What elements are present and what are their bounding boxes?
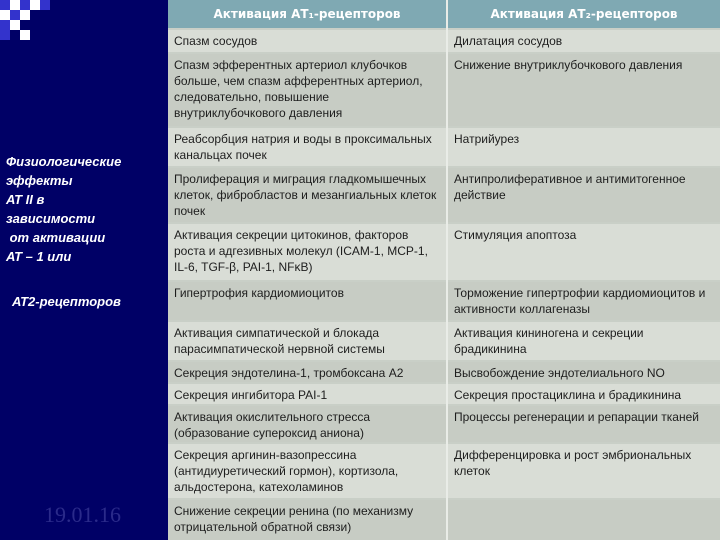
column-divider bbox=[446, 0, 448, 540]
cell-at2: Процессы регенерации и репарации тканей bbox=[448, 406, 720, 442]
receptor-table bbox=[168, 0, 720, 540]
cell-at2: Снижение внутриклубочкового давления bbox=[448, 54, 720, 126]
cell-at1: Снижение секреции ренина (по механизму отрицательной обратной связи) bbox=[168, 500, 446, 540]
cell-at2: Дилатация сосудов bbox=[448, 30, 720, 52]
cell-at1: Гипертрофия кардиомиоцитов bbox=[168, 282, 446, 320]
table-row bbox=[168, 54, 720, 126]
cell-at2 bbox=[448, 500, 720, 540]
header-at1: Активация АТ₁-рецепторов bbox=[213, 7, 401, 21]
table-row bbox=[168, 30, 720, 52]
cell-at1: Пролиферация и миграция гладкомышечных клеток, фибробластов и мезангиальных клеток почек bbox=[168, 168, 446, 222]
sidebar-line: зависимости bbox=[6, 211, 96, 226]
cell-at2: Антипролиферативное и антимитогенное действие bbox=[448, 168, 720, 222]
cell-at1: Секреция аргинин-вазопрессина (антидиуретический гормон), кортизола, альдостерона, катехоламинов bbox=[168, 444, 446, 498]
cell-at2: Стимуляция апоптоза bbox=[448, 224, 720, 280]
table-row bbox=[168, 500, 720, 540]
cell-at1: Секреция ингибитора PAI-1 bbox=[168, 384, 446, 404]
table-row bbox=[168, 406, 720, 442]
table-header bbox=[168, 0, 720, 28]
table-row bbox=[168, 362, 720, 382]
cell-at2: Активация кининогена и секреции брадикинина bbox=[448, 322, 720, 360]
sidebar-line: Физиологические bbox=[6, 154, 122, 169]
sidebar-line: АТ II в bbox=[6, 192, 45, 207]
header-at2: Активация АТ₂-рецепторов bbox=[490, 7, 678, 21]
cell-at1: Реабсорбция натрия и воды в проксимальных канальцах почек bbox=[168, 128, 446, 166]
table-row bbox=[168, 444, 720, 498]
sidebar-panel bbox=[0, 0, 168, 540]
cell-at2: Дифференцировка и рост эмбриональных клеток bbox=[448, 444, 720, 498]
table-row bbox=[168, 224, 720, 280]
table-row bbox=[168, 322, 720, 360]
cell-at1: Спазм эфферентных артериол клубочков больше, чем спазм афферентных артериол, следовательно, повышение внутриклубочкового давления bbox=[168, 54, 446, 126]
cell-at1: Активация секреции цитокинов, факторов роста и адгезивных молекул (ICAM-1, MCP-1, IL-6, TGF-β, PAI-1, NFκB) bbox=[168, 224, 446, 280]
table-row bbox=[168, 282, 720, 320]
cell-at1: Активация окислительного стресса (образование супероксид аниона) bbox=[168, 406, 446, 442]
cell-at1: Секреция эндотелина-1, тромбоксана А2 bbox=[168, 362, 446, 382]
cell-at2: Высвобождение эндотелиального NO bbox=[448, 362, 720, 382]
cell-at1: Спазм сосудов bbox=[168, 30, 446, 52]
table-row bbox=[168, 168, 720, 222]
sidebar-line: от активации bbox=[6, 230, 106, 245]
slide-date: 19.01.16 bbox=[44, 502, 121, 527]
cell-at2: Натрийурез bbox=[448, 128, 720, 166]
sidebar-line: эффекты bbox=[6, 173, 73, 188]
cell-at2: Секреция простациклина и брадикинина bbox=[448, 384, 720, 404]
sidebar-subtitle: АТ2-рецепторов bbox=[12, 294, 121, 309]
sidebar-heading bbox=[6, 152, 164, 266]
table-row bbox=[168, 128, 720, 166]
sidebar-line: АТ – 1 или bbox=[6, 249, 72, 264]
cell-at2: Торможение гипертрофии кардиомиоцитов и активности коллагеназы bbox=[448, 282, 720, 320]
table-row bbox=[168, 384, 720, 404]
cell-at1: Активация симпатической и блокада парасимпатической нервной системы bbox=[168, 322, 446, 360]
